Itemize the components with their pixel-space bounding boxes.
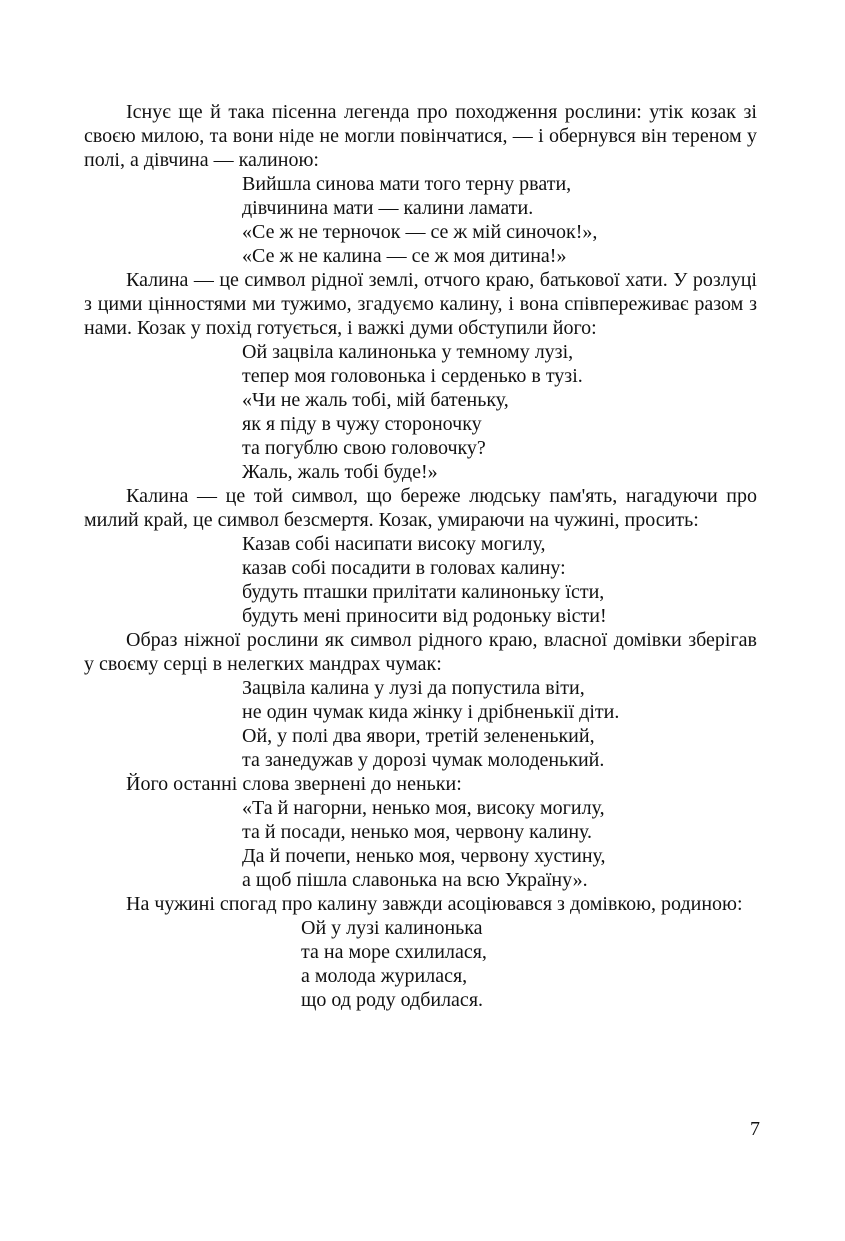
verse-line: будуть мені приносити від родоньку вісти! [242,605,607,627]
paragraph: Калина — це той символ, що береже людську пам'ять, нагадуючи про милий край, це символ безсмертя. Козак, умираючи на чужині, просить: [84,485,757,531]
paragraph: Існує ще й така пісенна легенда про походження рослини: утік козак зі своєю милою, та вони ніде не могли повінчатися, — і обернувся він тереном у полі, а дівчина — калиною: [84,101,757,171]
verse-line: та погублю свою головочку? [242,437,486,459]
verse-line: не один чумак кида жінку і дрібненькії діти. [242,701,620,723]
page-number: 7 [750,1118,760,1140]
text-block [84,100,757,1012]
paragraph: На чужині спогад про калину завжди асоціювався з домівкою, родиною: [126,893,743,915]
verse-line: казав собі посадити в головах калину: [242,557,566,579]
verse-line: та на море схилилася, [301,941,487,963]
verse-line: будуть пташки прилітати калиноньку їсти, [242,581,605,603]
paragraph: Образ ніжної рослини як символ рідного краю, власної домівки зберігав у своєму серці в нелегких мандрах чумак: [84,629,757,675]
verse-line: дівчинина мати — калини ламати. [242,197,534,219]
verse-stanza [84,796,757,892]
verse-line: Казав собі насипати високу могилу, [242,533,546,555]
verse-line: Зацвіла калина у лузі да попустила віти, [242,677,585,699]
verse-line: тепер моя головонька і серденько в тузі. [242,365,583,387]
paragraph: Його останні слова звернені до неньки: [126,773,462,795]
verse-stanza [84,916,757,1012]
verse-line: а щоб пішла славонька на всю Україну». [242,869,588,891]
verse-line: як я піду в чужу стороночку [242,413,482,435]
verse-line: «Чи не жаль тобі, мій батеньку, [242,389,509,411]
verse-line: що од роду одбилася. [301,989,484,1011]
verse-line: Вийшла синова мати того терну рвати, [242,173,572,195]
verse-line: та й посади, ненько моя, червону калину. [242,821,593,843]
verse-line: «Се ж не терночок — се ж мій синочок!», [242,221,598,243]
verse-line: Жаль, жаль тобі буде!» [242,461,438,483]
verse-line: «Та й нагорни, ненько моя, високу могилу, [242,797,605,819]
verse-line: а молода журилася, [301,965,468,987]
verse-line: «Се ж не калина — се ж моя дитина!» [242,245,567,267]
verse-stanza [84,532,757,628]
verse-line: Ой у лузі калинонька [301,917,483,939]
paragraph: Калина — це символ рідної землі, отчого краю, батькової хати. У розлуці з цими цінностями ми тужимо, згадуємо калину, і вона співпереживає разом з нами. Козак у похід готується, і важкі думи обступили його: [84,269,757,339]
verse-line: Да й почепи, ненько моя, червону хустину, [242,845,606,867]
verse-line: Ой, у полі два явори, третій зелененький, [242,725,595,747]
verse-stanza [84,172,757,268]
verse-line: та занедужав у дорозі чумак молоденький. [242,749,605,771]
verse-stanza [84,676,757,772]
verse-line: Ой зацвіла калинонька у темному лузі, [242,341,574,363]
verse-stanza [84,340,757,484]
